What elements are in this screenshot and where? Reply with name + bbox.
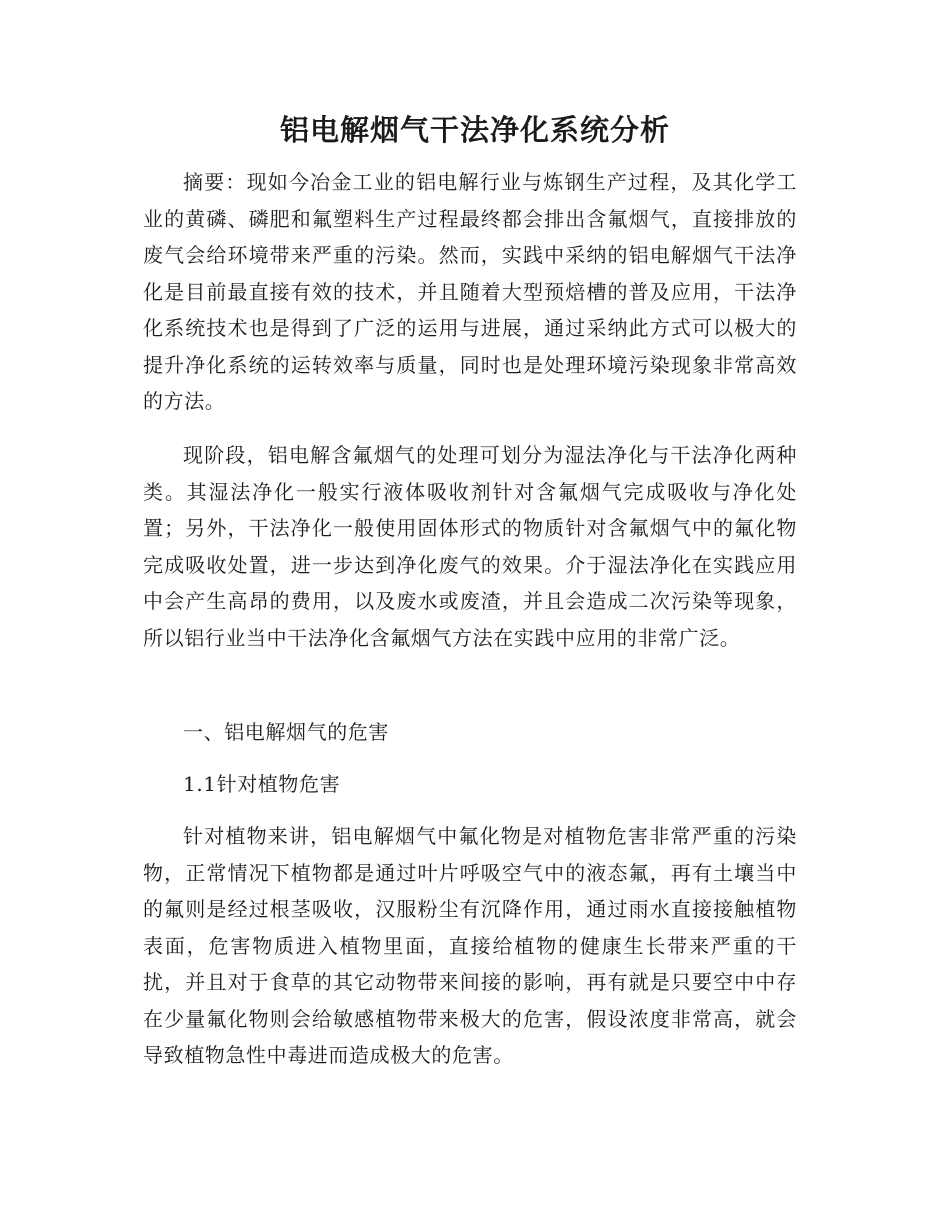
abstract-paragraph: 摘要：现如今冶金工业的铝电解行业与炼钢生产过程，及其化学工业的黄磷、磷肥和氟塑料生产过程最终都会排出含氟烟气，直接排放的废气会给环境带来严重的污染。然而，实践中采纳的铝电解烟气干法净化是目前最直接有效的技术，并且随着大型预焙槽的普及应用，干法净化系统技术也是得到了广泛的运用与进展，通过采纳此方式可以极大的提升净化系统的运转效率与质量，同时也是处理环境污染现象非常高效的方法。 bbox=[143, 170, 797, 413]
section-1-1-paragraph: 针对植物来讲，铝电解烟气中氟化物是对植物危害非常严重的污染物，正常情况下植物都是通过叶片呼吸空气中的液态氟，再有土壤当中的氟则是经过根茎吸收，汉服粉尘有沉降作用，通过雨水直接接触植物表面，危害物质进入植物里面，直接给植物的健康生长带来严重的干扰，并且对于食草的其它动物带来间接的影响，再有就是只要空中中存在少量氟化物则会给敏感植物带来极大的危害，假设浓度非常高，就会导致植物急性中毒进而造成极大的危害。 bbox=[143, 824, 797, 1067]
document-title: 铝电解烟气干法净化系统分析 bbox=[279, 113, 670, 147]
section-1-1-heading: 1.1针对植物危害 bbox=[183, 772, 341, 796]
intro-paragraph: 现阶段，铝电解含氟烟气的处理可划分为湿法净化与干法净化两种类。其湿法净化一般实行液体吸收剂针对含氟烟气完成吸收与净化处置；另外，干法净化一般使用固体形式的物质针对含氟烟气中的氟化物完成吸收处置，进一步达到净化废气的效果。介于湿法净化在实践应用中会产生高昂的费用，以及废水或废渣，并且会造成二次污染等现象，所以铝行业当中干法净化含氟烟气方法在实践中应用的非常广泛。 bbox=[143, 443, 797, 650]
section-1-heading: 一、铝电解烟气的危害 bbox=[183, 720, 389, 744]
